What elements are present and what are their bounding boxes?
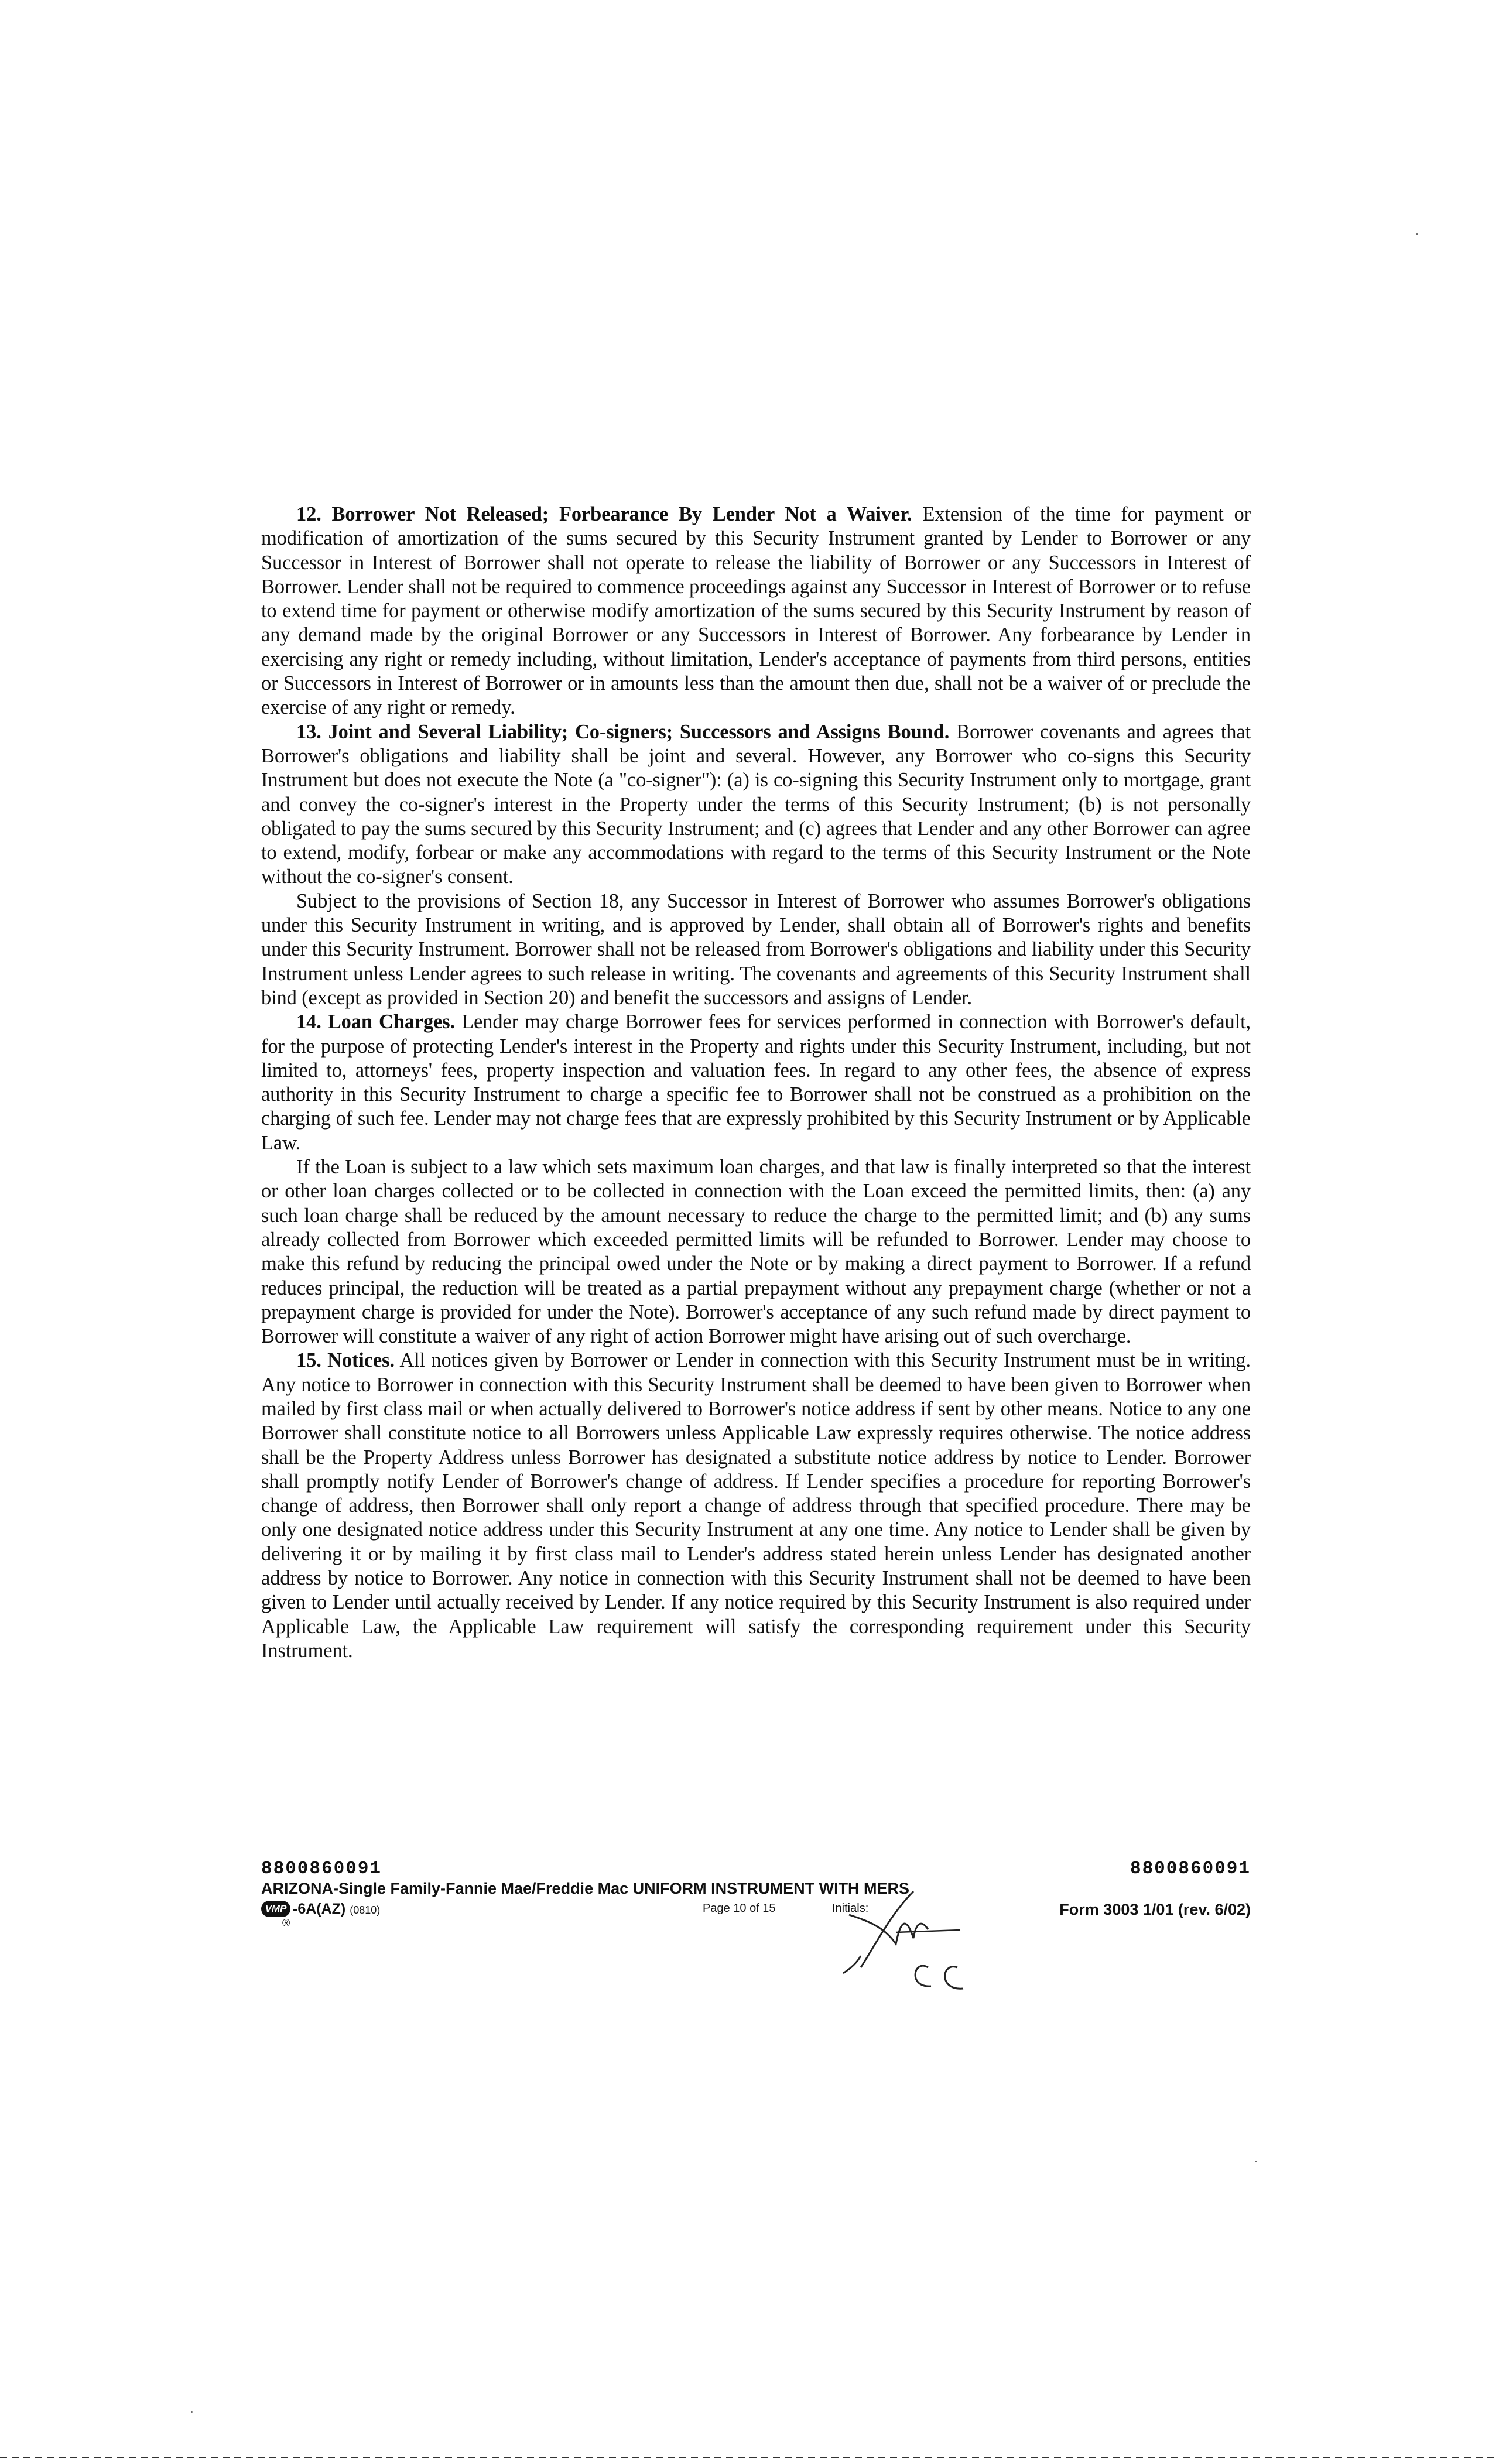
section-13-text-2: Subject to the provisions of Section 18, any Successor in Interest of Borrower who assumes Borrower's obligations under this Security Instrument in writing, and is approved by Lender, shall obtain all of Borrower's rights and benefits under this Security Instrument. Borrower shall not be released from Borrower's obligations and liability under this Security Instrument unless Lender agrees to such release in writing. The covenants and agreements of this Security Instrument shall bind (except as provided in Section 20) and benefit the successors and assigns of Lender. [261, 889, 1251, 1009]
scan-speck [1255, 2161, 1257, 2162]
section-14-heading: 14. Loan Charges. [296, 1011, 456, 1033]
loan-number-row [261, 1859, 1251, 1880]
section-14-paragraph-2 [261, 1155, 1251, 1349]
page-number: Page 10 of 15 [703, 1902, 776, 1915]
form-code-value: -6A(AZ) [293, 1901, 346, 1917]
registered-mark: ® [282, 1917, 290, 1929]
section-12-text: Extension of the time for payment or modification of amortization of the sums secured by this Security Instrument granted by Lender to Borrower or any Successor in Interest of Borrower shall not operate to release the liability of Borrower or any Successors in Interest of Borrower. Lender shall not be required to commence proceedings against any Successor in Interest of Borrower or to refuse to extend time for payment or otherwise modify amortization of the sums secured by this Security Instrument by reason of any demand made by the original Borrower or any Successors in Interest of Borrower. Any forbearance by Lender in exercising any right or remedy including, without limitation, Lender's acceptance of payments from third persons, entities or Successors in Interest of Borrower or in amounts less than the amount then due, shall not be a waiver of or preclude the exercise of any right or remedy. [261, 503, 1251, 719]
section-14-paragraph [261, 1010, 1251, 1155]
form-number: Form 3003 1/01 (rev. 6/02) [1059, 1901, 1251, 1918]
initials-label: Initials: [832, 1902, 869, 1915]
section-12-heading: 12. Borrower Not Released; Forbearance By Lender Not a Waiver. [296, 503, 912, 525]
document-body [261, 502, 1251, 1663]
section-13-text: Borrower covenants and agrees that Borrower's obligations and liability shall be joint and several. However, any Borrower who co-signs this Security Instrument but does not execute the Note (a "co-signer"): (a) is co-signing this Security Instrument only to mortgage, grant and convey the co-signer's interest in the Property under the terms of this Security Instrument; (b) is not personally obligated to pay the sums secured by this Security Instrument; and (c) agrees that Lender and any other Borrower can agree to extend, modify, forbear or make any accommodations with regard to the terms of this Security Instrument or the Note without the co-signer's consent. [261, 720, 1251, 888]
form-code-row [261, 1900, 1251, 1929]
form-code-revision: (0810) [350, 1904, 381, 1916]
loan-number-left: 8800860091 [261, 1859, 382, 1879]
form-title: ARIZONA-Single Family-Fannie Mae/Freddie Mac UNIFORM INSTRUMENT WITH MERS [261, 1880, 910, 1897]
scan-speck [191, 2411, 193, 2413]
handwritten-initials-icon [826, 1880, 978, 2003]
section-13-paragraph-2 [261, 889, 1251, 1010]
document-footer [261, 1859, 1251, 1929]
section-15-paragraph [261, 1349, 1251, 1663]
section-13-heading: 13. Joint and Several Liability; Co-signers; Successors and Assigns Bound. [296, 720, 950, 743]
vmp-logo-icon: VMP [261, 1901, 290, 1917]
section-12-paragraph [261, 502, 1251, 720]
form-code [293, 1901, 380, 1918]
section-14-text: Lender may charge Borrower fees for services performed in connection with Borrower's default, for the purpose of protecting Lender's interest in the Property and rights under this Security Instrument, including, but not limited to, attorneys' fees, property inspection and valuation fees. In regard to any other fees, the absence of express authority in this Security Instrument to charge a specific fee to Borrower shall not be construed as a prohibition on the charging of such fee. Lender may not charge fees that are expressly prohibited by this Security Instrument or by Applicable Law. [261, 1011, 1251, 1154]
section-13-paragraph [261, 720, 1251, 889]
section-14-text-2: If the Loan is subject to a law which sets maximum loan charges, and that law is finally interpreted so that the interest or other loan charges collected or to be collected in connection with the Loan exceed the permitted limits, then: (a) any such loan charge shall be reduced by the amount necessary to reduce the charge to the permitted limit; and (b) any sums already collected from Borrower which exceeded permitted limits will be refunded to Borrower. Lender may choose to make this refund by reducing the principal owed under the Note or by making a direct payment to Borrower. If a refund reduces principal, the reduction will be treated as a partial prepayment without any prepayment charge (whether or not a prepayment charge is provided for under the Note). Borrower's acceptance of any such refund made by direct payment to Borrower will constitute a waiver of any right of action Borrower might have arising out of such overcharge. [261, 1156, 1251, 1348]
loan-number-right: 8800860091 [1130, 1859, 1251, 1879]
section-15-text: All notices given by Borrower or Lender in connection with this Security Instrument must be in writing. Any notice to Borrower in connection with this Security Instrument shall be deemed to have been given to Borrower when mailed by first class mail or when actually delivered to Borrower's notice address if sent by other means. Notice to any one Borrower shall constitute notice to all Borrowers unless Applicable Law expressly requires otherwise. The notice address shall be the Property Address unless Borrower has designated a substitute notice address by notice to Lender. Borrower shall promptly notify Lender of Borrower's change of address. If Lender specifies a procedure for reporting Borrower's change of address, then Borrower shall only report a change of address through that specified procedure. There may be only one designated notice address under this Security Instrument at any one time. Any notice to Lender shall be given by delivering it or by mailing it by first class mail to Lender's address stated herein unless Lender has designated another address by notice to Borrower. Any notice in connection with this Security Instrument shall not be deemed to have been given to Lender until actually received by Lender. If any notice required by this Security Instrument is also required under Applicable Law, the Applicable Law requirement will satisfy the corresponding requirement under this Security Instrument. [261, 1349, 1251, 1662]
scan-edge-line [0, 2457, 1499, 2458]
section-15-heading: 15. Notices. [296, 1349, 395, 1372]
scan-speck [1416, 233, 1418, 235]
